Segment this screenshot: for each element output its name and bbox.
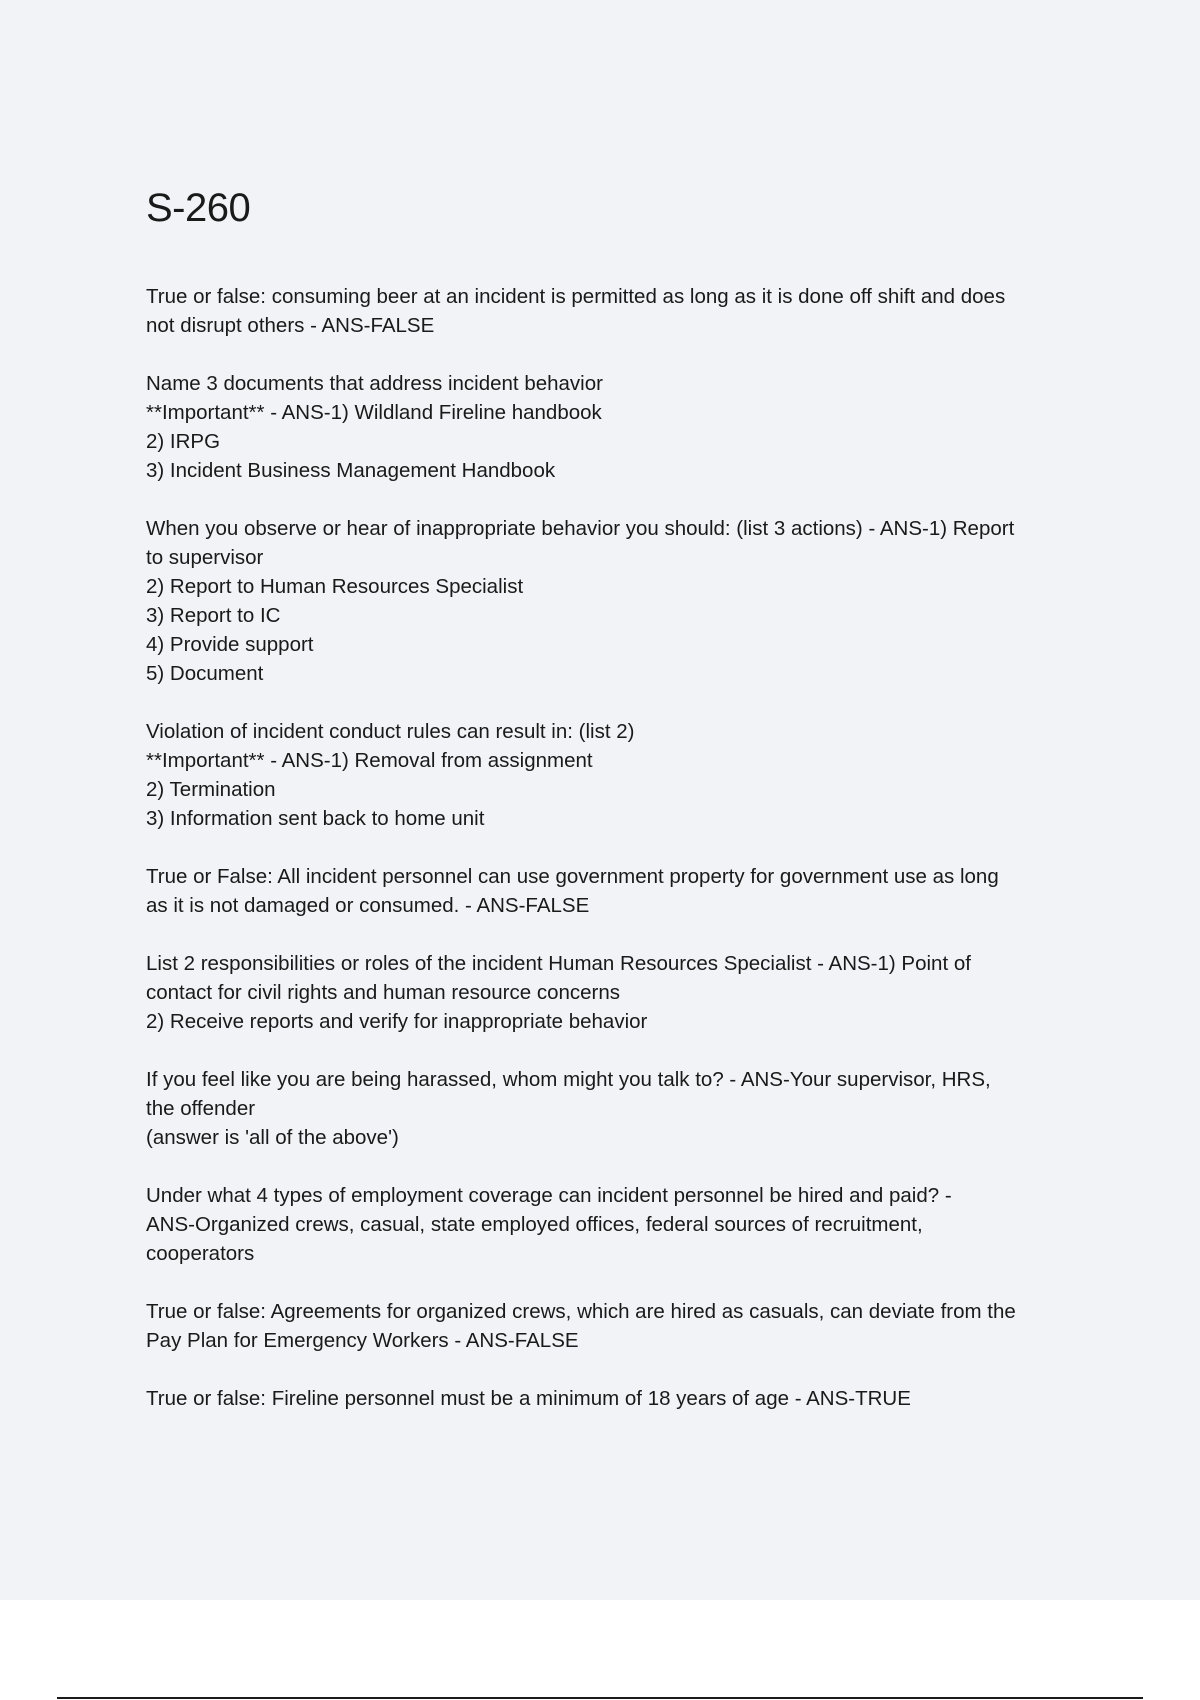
qa-item: When you observe or hear of inappropriate behavior you should: (list 3 actions) - ANS-1) Report to supervisor 2) Report to Human Resources Specialist 3) Report to IC 4) Provide support 5) Document	[146, 517, 1015, 685]
qa-item: True or False: All incident personnel can use government property for government use as long as it is not damaged or consumed. - ANS-FALSE	[146, 865, 999, 917]
qa-item: Violation of incident conduct rules can result in: (list 2) **Important** - ANS-1) Removal from assignment 2) Termination 3) Information sent back to home unit	[146, 720, 635, 830]
qa-item: True or false: Agreements for organized crews, which are hired as casuals, can deviate from the Pay Plan for Emergency Workers - ANS-FALSE	[146, 1300, 1016, 1352]
qa-item: True or false: Fireline personnel must be a minimum of 18 years of age - ANS-TRUE	[146, 1387, 911, 1410]
qa-item: List 2 responsibilities or roles of the incident Human Resources Specialist - ANS-1) Point of contact for civil rights and human resource concerns 2) Receive reports and verify for inappropriate behavior	[146, 952, 971, 1033]
qa-item: Under what 4 types of employment coverage can incident personnel be hired and paid? - ANS-Organized crews, casual, state employed offices, federal sources of recruitment, cooperators	[146, 1184, 952, 1265]
document-content	[146, 180, 1096, 1442]
footer-divider	[57, 1697, 1143, 1699]
qa-item: True or false: consuming beer at an incident is permitted as long as it is done off shift and does not disrupt others - ANS-FALSE	[146, 285, 1006, 337]
qa-item: Name 3 documents that address incident behavior **Important** - ANS-1) Wildland Fireline handbook 2) IRPG 3) Incident Business Management Handbook	[146, 372, 603, 482]
document-title: S-260	[146, 186, 251, 230]
qa-item: If you feel like you are being harassed, whom might you talk to? - ANS-Your supervisor, HRS, the offender (answer is 'all of the above')	[146, 1068, 991, 1149]
